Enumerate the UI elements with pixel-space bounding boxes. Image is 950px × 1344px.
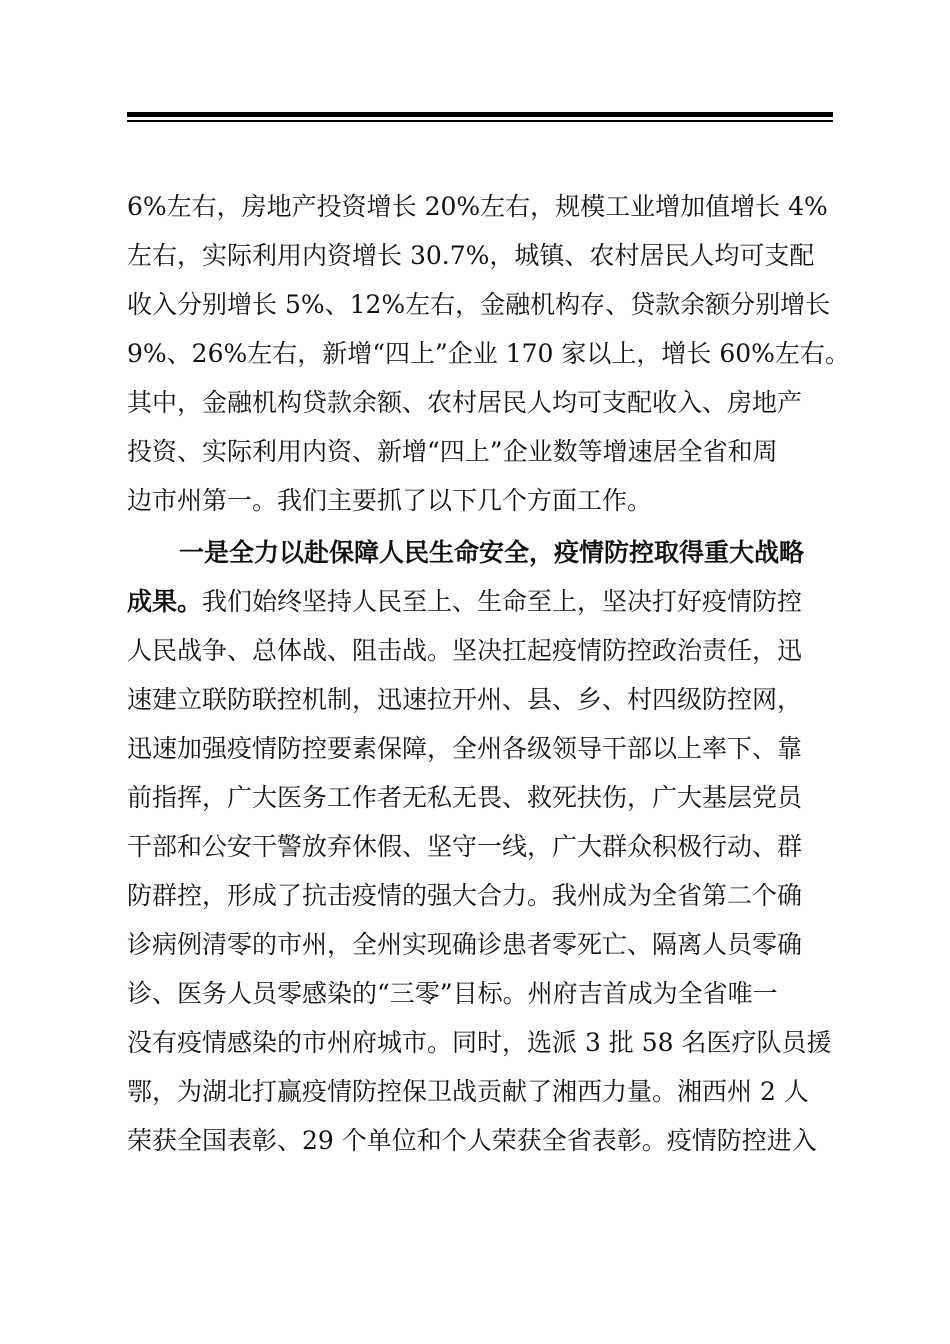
text-line: 投资、实际利用内资、新增“四上”企业数等增速居全省和周 — [127, 437, 778, 466]
text-line: 没有疫情感染的市州府城市。同时，选派 3 批 58 名医疗队员援 — [127, 1028, 832, 1057]
text-line: 防群控，形成了抗击疫情的强大合力。我州成为全省第二个确 — [127, 881, 803, 910]
section-heading-end: 成果。 — [127, 587, 203, 616]
text-line: 诊病例清零的市州，全州实现确诊患者零死亡、隔离人员零确 — [127, 930, 803, 959]
paragraph-2 — [127, 528, 847, 1165]
text-line: 迅速加强疫情防控要素保障，全州各级领导干部以上率下、靠 — [127, 734, 803, 763]
text-line — [127, 577, 847, 626]
text-line: 收入分别增长 5%、12%左右，金融机构存、贷款余额分别增长 — [127, 290, 831, 319]
header-rule-thin — [127, 120, 833, 122]
text-line: 诊、医务人员零感染的“三零”目标。州府吉首成为全省唯一 — [127, 979, 778, 1008]
text-line: 边市州第一。我们主要抓了以下几个方面工作。 — [127, 486, 653, 515]
text-line: 人民战争、总体战、阻击战。坚决扛起疫情防控政治责任，迅 — [127, 636, 803, 665]
paragraph-1 — [127, 182, 850, 525]
text-span: 我们始终坚持人民至上、生命至上，坚决打好疫情防控 — [202, 587, 803, 616]
section-heading-line: 一是全力以赴保障人民生命安全，疫情防控取得重大战略 — [179, 538, 805, 567]
header-rule-thick — [127, 112, 833, 117]
text-line: 前指挥，广大医务工作者无私无畏、救死扶伤，广大基层党员 — [127, 783, 803, 812]
text-line: 速建立联防联控机制，迅速拉开州、县、乡、村四级防控网， — [127, 685, 803, 714]
text-line: 左右，实际利用内资增长 30.7%，城镇、农村居民人均可支配 — [127, 241, 815, 270]
text-line: 鄂，为湖北打赢疫情防控保卫战贡献了湘西力量。湘西州 2 人 — [127, 1077, 809, 1106]
document-body — [127, 182, 850, 1165]
text-line: 其中，金融机构贷款余额、农村居民人均可支配收入、房地产 — [127, 388, 803, 417]
text-line: 9%、26%左右，新增“四上”企业 170 家以上，增长 60%左右。 — [127, 339, 850, 368]
text-line: 6%左右，房地产投资增长 20%左右，规模工业增加值增长 4% — [127, 192, 828, 221]
text-line: 荣获全国表彰、29 个单位和个人荣获全省表彰。疫情防控进入 — [127, 1126, 817, 1155]
text-line: 干部和公安干警放弃休假、坚守一线，广大群众积极行动、群 — [127, 832, 803, 861]
